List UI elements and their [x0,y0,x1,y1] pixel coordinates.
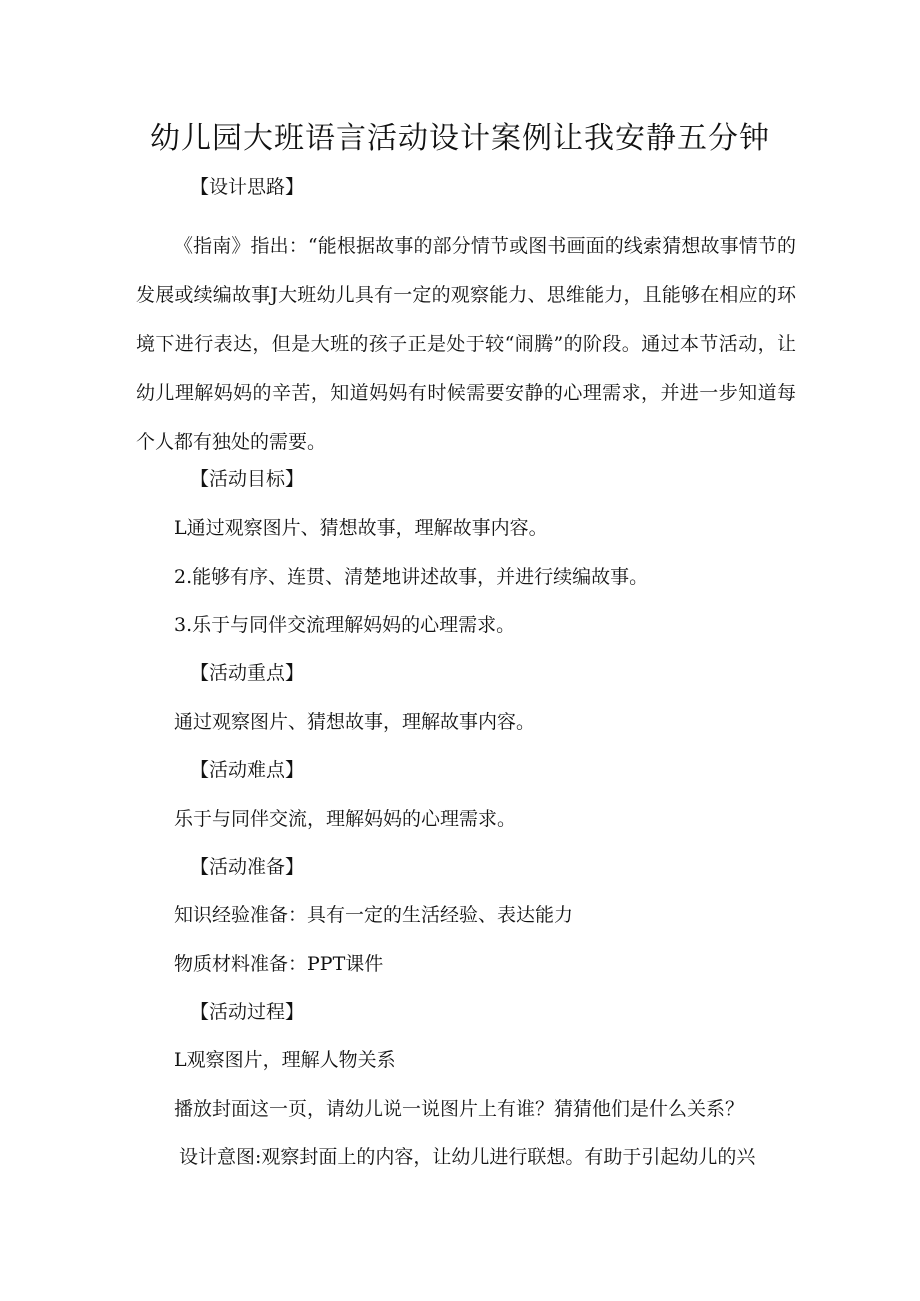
difficulty-text: 乐于与同伴交流，理解妈妈的心理需求。 [174,808,517,830]
heading-preparation: 【活动准备】 [190,856,305,878]
heading-goals: 【活动目标】 [190,468,305,490]
goal-item-3: 3.乐于与同伴交流理解妈妈的心理需求。 [174,614,516,636]
design-intent-text: 设计意图:观察封面上的内容，让幼儿进行联想。有助于引起幼儿的兴 [179,1146,756,1168]
document-title: 幼儿园大班语言活动设计案例让我安静五分钟 [150,121,770,156]
prep-item-knowledge: 知识经验准备：具有一定的生活经验、表达能力 [174,904,574,926]
key-point-text: 通过观察图片、猜想故事，理解故事内容。 [174,711,536,733]
heading-design-thinking: 【设计思路】 [190,176,305,198]
heading-difficulty: 【活动难点】 [190,759,305,781]
prep-item-material: 物质材料准备：PPT课件 [174,953,384,975]
process-step-1: L观察图片，理解人物关系 [174,1049,396,1071]
heading-process: 【活动过程】 [190,1001,305,1023]
process-step-1-text: 播放封面这一页，请幼儿说一说图片上有谁？猜猜他们是什么关系？ [174,1098,745,1120]
goal-item-2: 2.能够有序、连贯、清楚地讲述故事，并进行续编故事。 [174,566,649,588]
heading-key-point: 【活动重点】 [190,662,305,684]
paragraph-design-thinking: 《指南》指出：“能根据故事的部分情节或图书画面的线索猜想故事情节的发展或续编故事J大班幼儿具有一定的观察能力、思维能力，且能够在相应的环境下进行表达，但是大班的孩子正是处于较“闹腾”的阶段。通过本节活动，让幼儿理解妈妈的辛苦，知道妈妈有时候需要安静的心理需求，并进一步知道每个人都有独处的需要。 [136,235,796,453]
goal-item-1: L通过观察图片、猜想故事，理解故事内容。 [174,517,548,539]
